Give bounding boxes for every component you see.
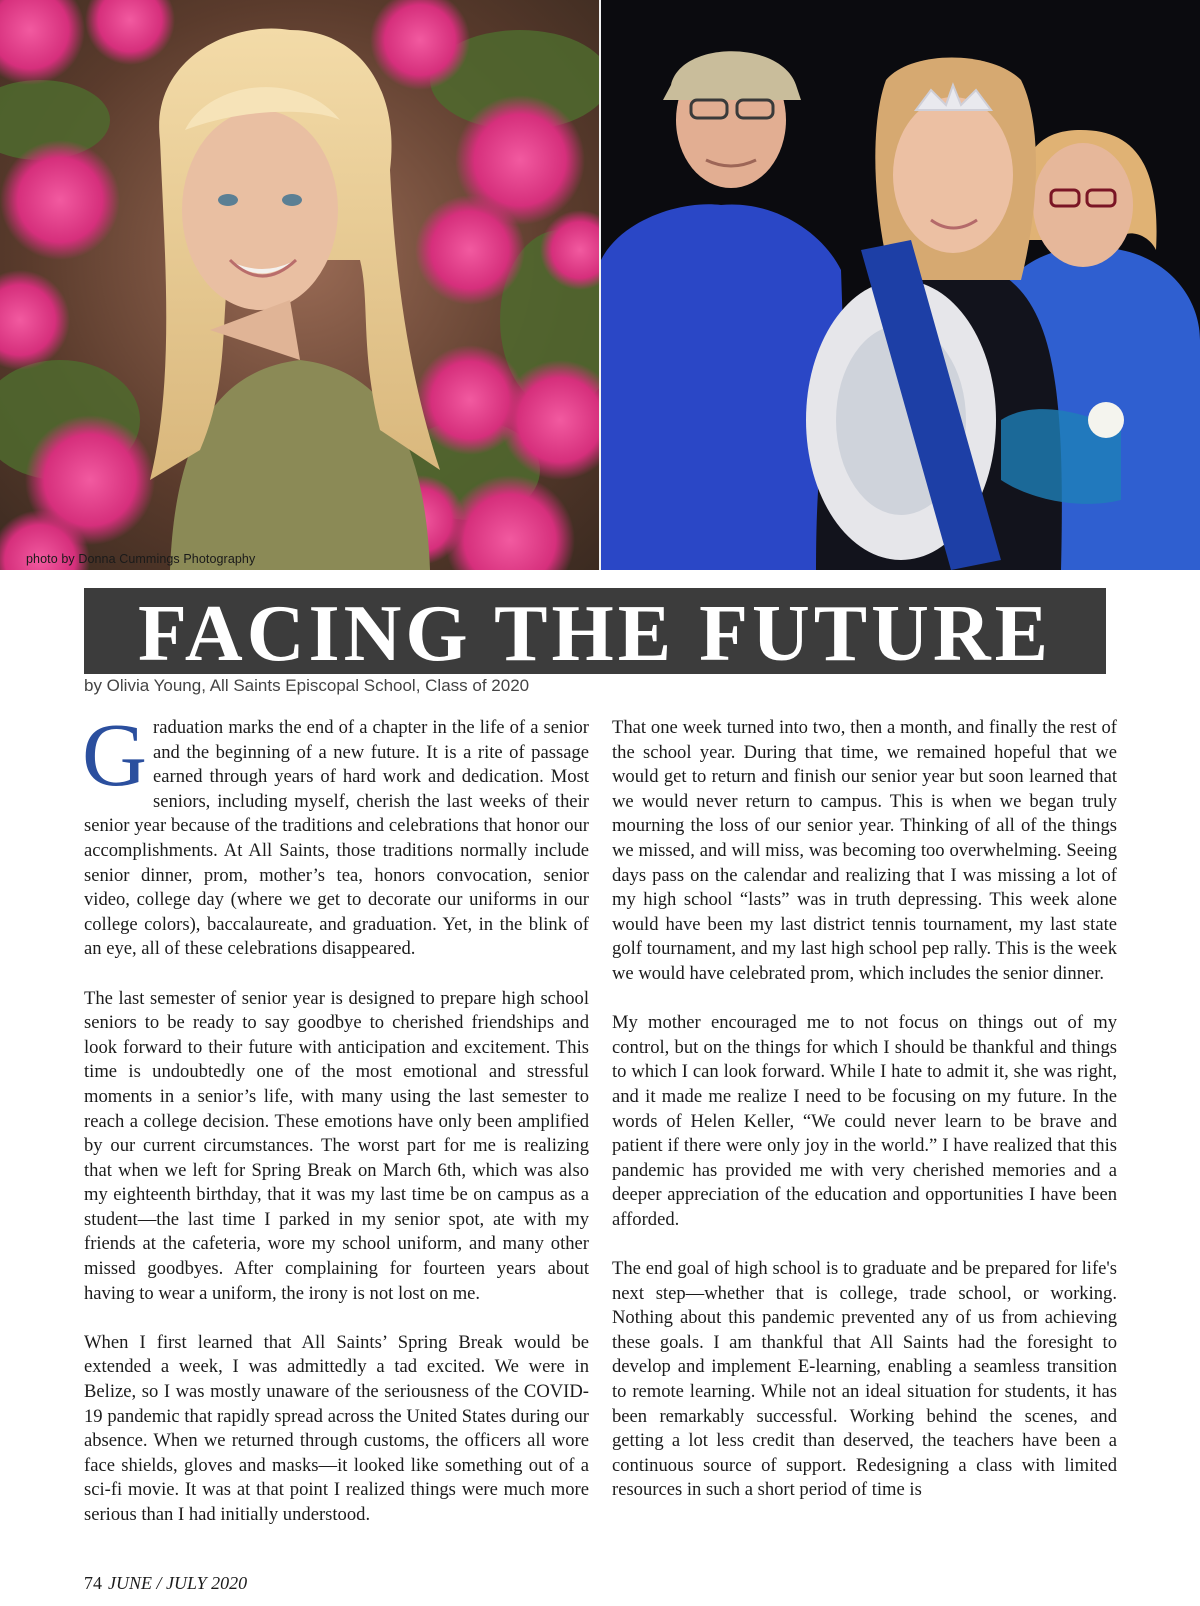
page-footer <box>84 1573 247 1594</box>
page-number: 74 <box>84 1573 102 1593</box>
article-byline: by Olivia Young, All Saints Episcopal School, Class of 2020 <box>84 676 530 695</box>
senior-portrait-image <box>0 0 599 570</box>
paragraph-text: raduation marks the end of a chapter in the life of a senior and the beginning of a new future. It is a rite of passage earned through years of hard work and dedication. Most seniors, including myself, cherish the last weeks of their senior year because of the traditions and celebrations that honor our accomplishments. At All Saints, those traditions normally include senior dinner, prom, mother’s tea, honors convocation, senior video, college day (where we get to decorate our uniforms in our college colors), baccalaureate, and graduation. Yet, in the blink of an eye, all of these celebrations disappeared. <box>84 717 589 960</box>
article-paragraph: The last semester of senior year is designed to prepare high school seniors to be ready to say goodbye to cherished friendships and look forward to their future with anticipation and excitement. This time is undoubtedly one of the most emotional and stressful moments in a senior’s life, with many using the last semester to reach a college decision. These emotions have only been amplified by our current circumstances. The worst part for me is realizing that when we left for Spring Break on March 6th, which was also my eighteenth birthday, that it was my last time be on campus as a student—the last time I parked in my senior spot, ate with my friends at the cafeteria, wore my school uniform, and many other missed goodbyes. After complaining for fourteen years about having to wear a uniform, the irony is not lost on me. <box>84 987 589 1304</box>
article-column-right <box>612 716 1117 1528</box>
drop-cap: G <box>82 706 147 805</box>
article-title-bar <box>84 588 1106 678</box>
senior-portrait-photo <box>0 0 599 570</box>
article-title: FACING THE FUTURE <box>137 590 1052 678</box>
article-paragraph <box>82 706 589 962</box>
homecoming-photo <box>601 0 1200 570</box>
issue-date: JUNE / JULY 2020 <box>108 1573 248 1593</box>
homecoming-image <box>601 0 1200 570</box>
photo-credit: photo by Donna Cummings Photography <box>26 552 256 566</box>
article-paragraph: That one week turned into two, then a month, and finally the rest of the school year. During that time, we remained hopeful that we would get to return and finish our senior year but soon learned that we would never return to campus. This is when we began truly mourning the loss of our senior year. Thinking of all of the things we missed, and will miss, was becoming too overwhelming. Seeing days pass on the calendar and realizing that I was missing a lot of my high school “lasts” was in truth depressing. This week alone would have been my last district tennis tournament, my last state golf tournament, and my last high school pep rally. This is the week we would have celebrated prom, which includes the senior dinner. <box>612 717 1117 984</box>
article-paragraph: The end goal of high school is to graduate and be prepared for life's next step—whether that is college, trade school, or working. Nothing about this pandemic prevented any of us from achieving these goals. I am thankful that All Saints had the foresight to develop and implement E-learning, enabling a seamless transition to remote learning. While not an ideal situation for students, it has been remarkably successful. Working behind the scenes, and getting a lot less credit than deserved, the teachers have been a continuous source of support. Redesigning a class with limited resources in such a short period of time is <box>612 1258 1117 1501</box>
article-column-left <box>82 706 589 1552</box>
article-paragraph: My mother encouraged me to not focus on things out of my control, but on the things for which I should be thankful and things to which I can look forward. While I hate to admit it, she was right, and it made me realize I need to be focusing on my future. In the words of Helen Keller, “We could never learn to be brave and patient if there were only joy in the world.” I have realized that this pandemic has provided me with very cherished memories and a deeper appreciation of the education and opportunities I have been afforded. <box>612 1012 1117 1230</box>
article-paragraph: When I first learned that All Saints’ Spring Break would be extended a week, I was admittedly a tad excited. We were in Belize, so I was mostly unaware of the seriousness of the COVID-19 pandemic that rapidly spread across the United States during our absence. When we returned through customs, the officers all wore face shields, gloves and masks—it looked like something out of a sci-fi movie. It was at that point I realized things were much more serious than I had initially understood. <box>84 1331 589 1525</box>
